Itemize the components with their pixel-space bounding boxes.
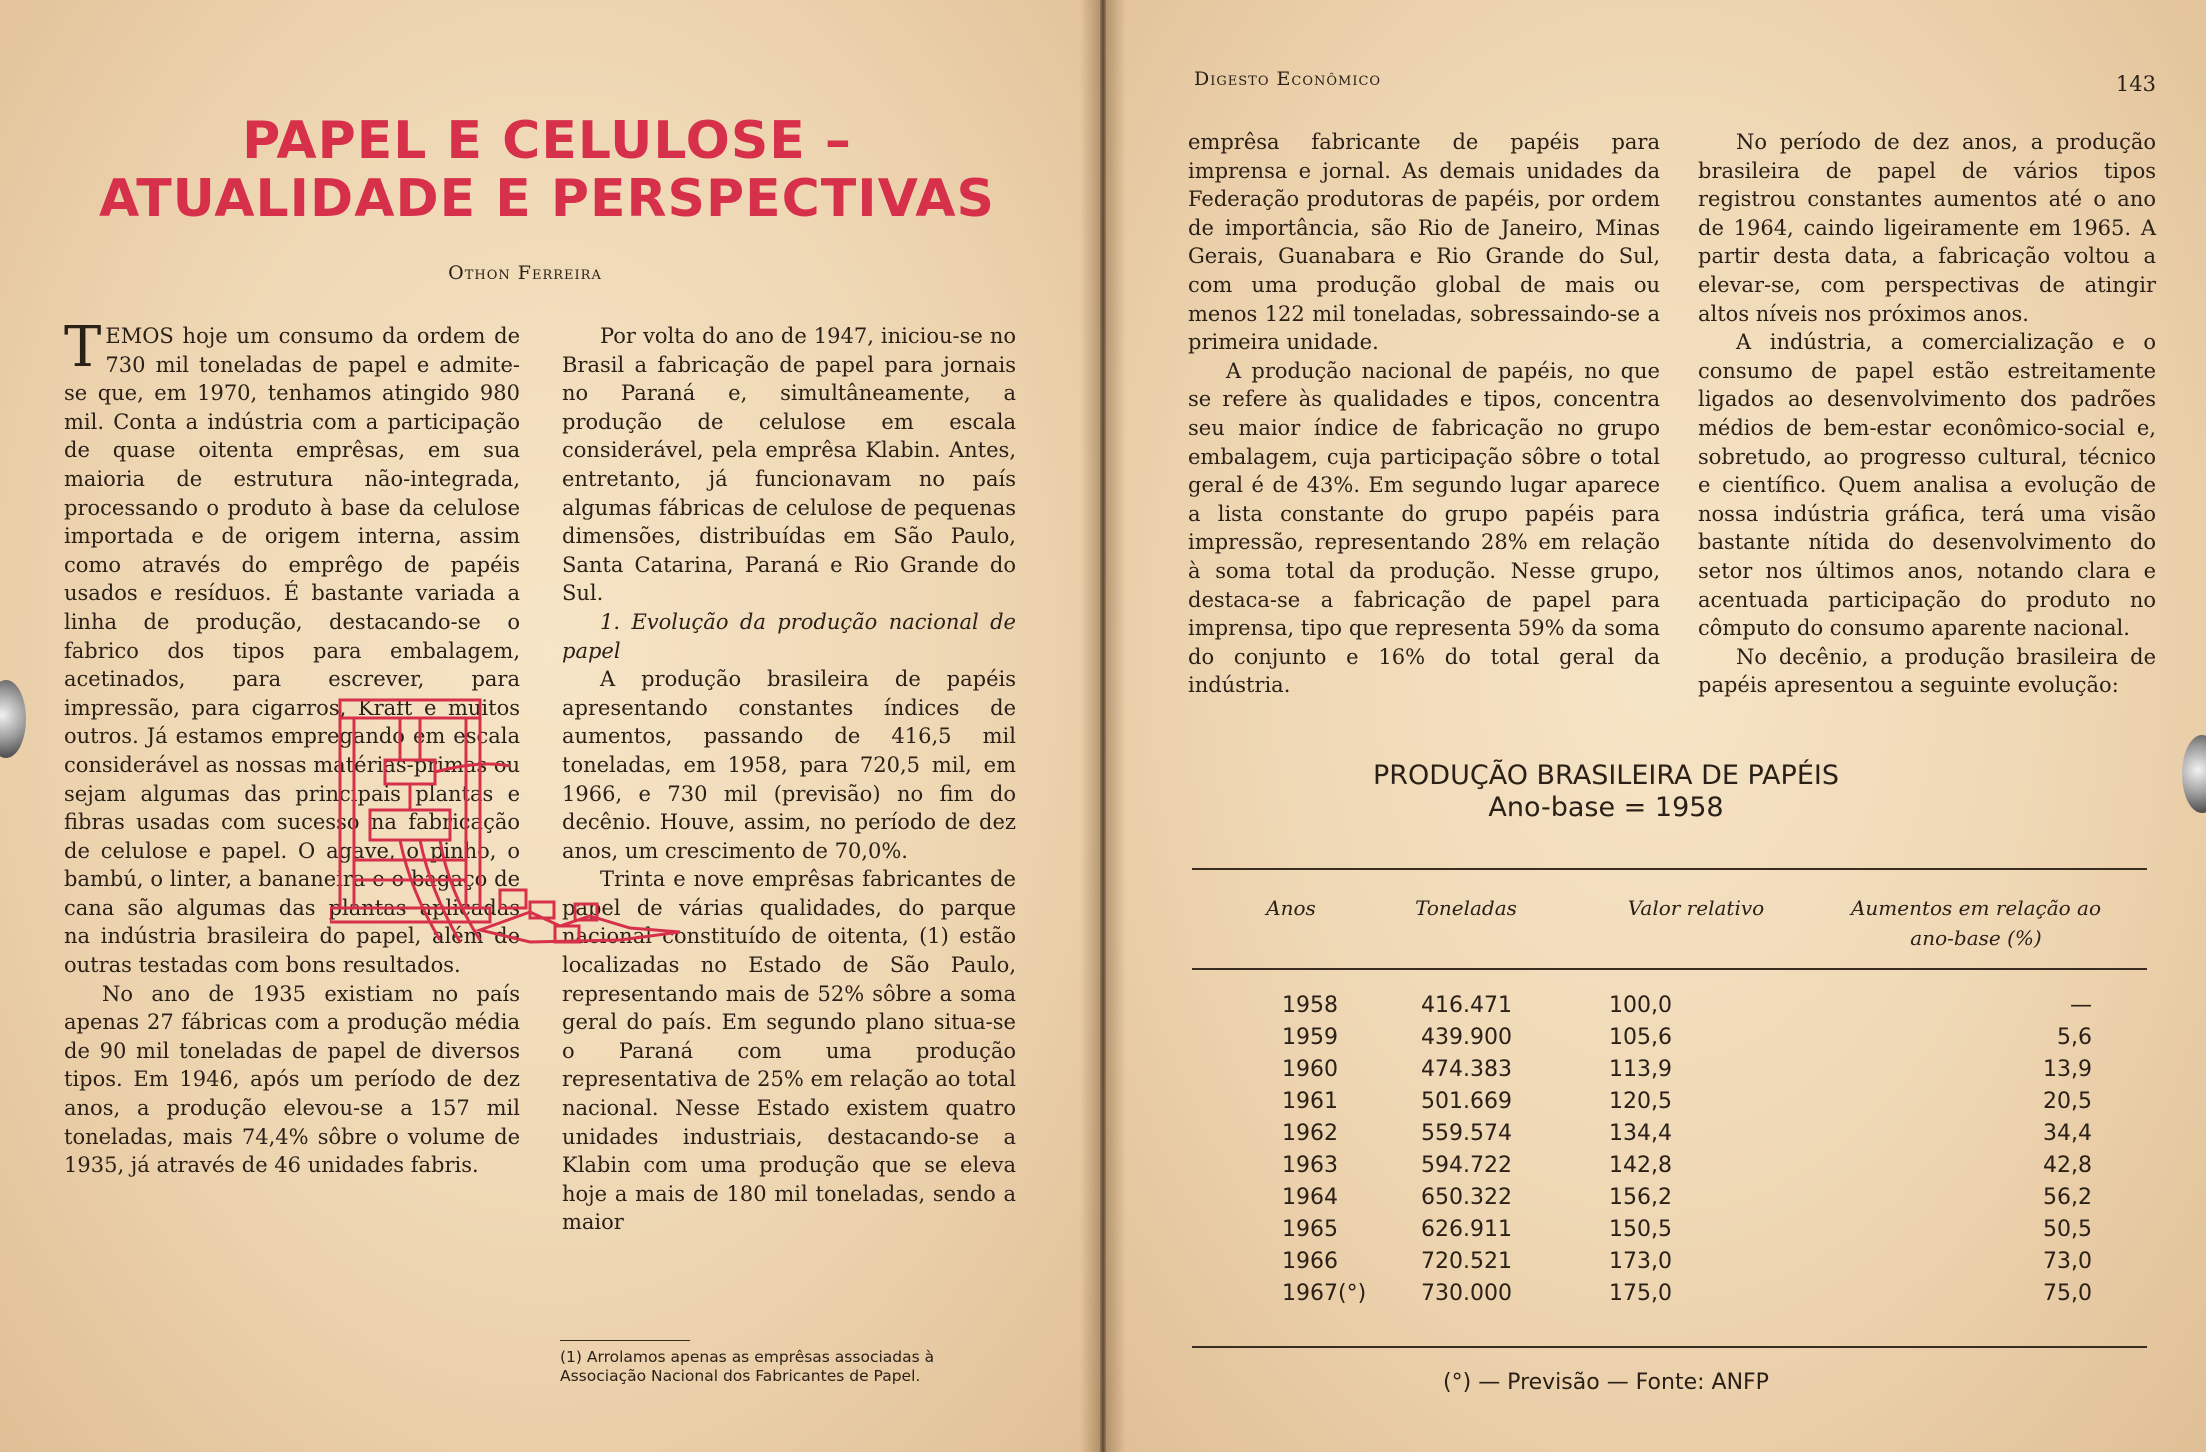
paragraph: Trinta e nove emprêsas fabricantes de papel de várias qualidades, do parque nacional constituído de oitenta, (1) estão localizadas no Estado de São Paulo, representando mais de 52% sôbre a soma geral do país. Em segundo plano situa-se o Paraná com uma produção representativa de 25% em relação ao total nacional. Nesse Estado existem quatro unidades industriais, destacando-se a Klabin com uma produção que se eleva hoje a mais de 180 mil toneladas, sendo a maior [562, 867, 1016, 1235]
cell-year: 1965 [1282, 1217, 1338, 1242]
cell-increase: 20,5 [2043, 1089, 2092, 1114]
cell-year: 1960 [1282, 1057, 1338, 1082]
article-title: PAPEL E CELULOSE – ATUALIDADE E PERSPECTIVAS [99, 111, 995, 229]
table-body [1192, 993, 2147, 1313]
table-header-rule [1192, 968, 2147, 970]
paragraph: emprêsa fabricante de papéis para imprensa e jornal. As demais unidades da Federação produtoras de papéis, por ordem de importância, são Rio de Janeiro, Minas Gerais, Guanabara e Rio Grande do Sul, com uma produção global de mais ou menos 122 mil toneladas, sobressaindo-se a primeira unidade. [1188, 130, 1660, 355]
table-row [1192, 1281, 2147, 1313]
drop-cap: T [64, 315, 102, 380]
table-row [1192, 1249, 2147, 1281]
cell-tons: 439.900 [1421, 1025, 1512, 1050]
table-bottom-rule [1192, 1346, 2147, 1348]
paragraph: No período de dez anos, a produção brasileira de papel de vários tipos registrou constantes aumentos até o ano de 1964, caindo ligeiramente em 1965. A partir desta data, a fabricação voltou a elevar-se, com perspectivas de atingir altos níveis nos próximos anos. [1698, 130, 2156, 326]
page-number: 143 [2115, 72, 2156, 96]
cell-tons: 720.521 [1421, 1249, 1512, 1274]
table-top-rule [1192, 868, 2147, 870]
paragraph: A produção brasileira de papéis apresentando constantes índices de aumentos, passando de 416,5 mil toneladas, em 1958, para 720,5 mil, em 1966, e 730 mil (previsão) no fim do decênio. Houve, assim, no período de dez anos, um crescimento de 70,0%. [562, 667, 1016, 863]
table-header-increase: Aumentos em relação ao ano-base (%) [1850, 896, 2102, 950]
left-page [0, 0, 1100, 1452]
cell-tons: 730.000 [1421, 1281, 1512, 1306]
table-title [1256, 760, 1956, 824]
cell-tons: 650.322 [1421, 1185, 1512, 1210]
cell-increase: 34,4 [2043, 1121, 2092, 1146]
footnote-rule [560, 1340, 690, 1341]
cell-relative: 173,0 [1609, 1249, 1672, 1274]
cell-year: 1959 [1282, 1025, 1338, 1050]
table-row [1192, 1089, 2147, 1121]
table-row [1192, 993, 2147, 1025]
table-row [1192, 1217, 2147, 1249]
table-title-main: PRODUÇÃO BRASILEIRA DE PAPÉIS [1373, 760, 1839, 791]
cell-year: 1962 [1282, 1121, 1338, 1146]
paragraph: No decênio, a produção brasileira de papéis apresentou a seguinte evolução: [1698, 644, 2156, 698]
table-row [1192, 1153, 2147, 1185]
cell-year: 1958 [1282, 993, 1338, 1018]
paragraph: A produção nacional de papéis, no que se refere às qualidades e tipos, concentra seu maior índice de fabricação no grupo embalagem, cuja participação sôbre o total geral é de 43%. Em segundo lugar aparece a lista constante do grupo papéis para impressão, representando 28% em relação à soma total da produção. Nesse grupo, destaca-se a fabricação de papel para imprensa, tipo que representa 59% da soma do conjunto e 16% do total geral da indústria. [1188, 358, 1660, 698]
cell-increase: 73,0 [2043, 1249, 2092, 1274]
cell-tons: 416.471 [1421, 993, 1512, 1018]
cell-tons: 626.911 [1421, 1217, 1512, 1242]
cell-relative: 105,6 [1609, 1025, 1672, 1050]
table-row [1192, 1121, 2147, 1153]
paragraph: Por volta do ano de 1947, iniciou-se no Brasil a fabricação de papel para jornais no Paraná e, simultâneamente, a produção de celulose em escala considerável, pela emprêsa Klabin. Antes, entretanto, já funcionavam no país algumas fábricas de celulose de pequenas dimensões, distribuídas em São Paulo, Santa Catarina, Paraná e Rio Grande do Sul. [562, 324, 1016, 606]
cell-year: 1964 [1282, 1185, 1338, 1210]
paper-press-illustration [330, 690, 700, 960]
cell-increase: 75,0 [2043, 1281, 2092, 1306]
book-spine [1080, 0, 1126, 1452]
cell-increase: 5,6 [2057, 1025, 2092, 1050]
paragraph: A indústria, a comercialização e o consumo de papel estão estreitamente ligados ao desenvolvimento dos padrões médios de bem-estar econômico-social e, sobretudo, ao progresso cultural, técnico e científico. Quem analisa a evolução de nossa indústria gráfica, terá uma visão bastante nítida do desenvolvimento do setor nos últimos anos, notando clara e acentuada participação do produto no cômputo do consumo aparente nacional. [1698, 330, 2156, 641]
right-column-1 [1188, 128, 1660, 700]
paragraph: No ano de 1935 existiam no país apenas 27 fábricas com a produção média de 90 mil toneladas de papel de diversos tipos. Em 1946, após um período de dez anos, a produção elevou-se a 157 mil toneladas, mais 74,4% sôbre o volume de 1935, já através de 46 unidades fabris. [64, 981, 520, 1178]
cell-year: 1966 [1282, 1249, 1338, 1274]
footnote: (1) Arrolamos apenas as emprêsas associadas à Associação Nacional dos Fabricantes de Papel. [560, 1348, 935, 1385]
cell-increase: 50,5 [2043, 1217, 2092, 1242]
table-row [1192, 1185, 2147, 1217]
right-column-2 [1698, 128, 2156, 700]
right-page [1106, 0, 2206, 1452]
cell-relative: 142,8 [1609, 1153, 1672, 1178]
cell-relative: 150,5 [1609, 1217, 1672, 1242]
table-header-tons: Toneladas [1415, 896, 1517, 920]
table-header-relative: Valor relativo [1627, 896, 1765, 920]
cell-increase: 42,8 [2043, 1153, 2092, 1178]
cell-year: 1961 [1282, 1089, 1338, 1114]
cell-tons: 594.722 [1421, 1153, 1512, 1178]
binder-hole [0, 680, 26, 758]
table-header-years: Anos [1266, 896, 1316, 920]
cell-relative: 113,9 [1609, 1057, 1672, 1082]
article-author: Othon Ferreira [448, 262, 602, 284]
cell-year: 1963 [1282, 1153, 1338, 1178]
table-row [1192, 1057, 2147, 1089]
cell-relative: 120,5 [1609, 1089, 1672, 1114]
table-source: (°) — Previsão — Fonte: ANFP [1443, 1370, 1769, 1395]
cell-tons: 559.574 [1421, 1121, 1512, 1146]
cell-relative: 100,0 [1609, 993, 1672, 1018]
cell-increase: 56,2 [2043, 1185, 2092, 1210]
cell-year: 1967(°) [1282, 1281, 1367, 1306]
cell-tons: 501.669 [1421, 1089, 1512, 1114]
running-head: Digesto Econômico [1194, 68, 1382, 90]
cell-relative: 175,0 [1609, 1281, 1672, 1306]
section-subheading: 1. Evolução da produção nacional de papel [562, 609, 1016, 663]
paragraph-text: EMOS hoje um consumo da ordem de 730 mil toneladas de papel e admite-se que, em 1970, tenhamos atingido 980 mil. Conta a indústria com a participação de quase oitenta emprêsas, em sua maioria de estrutura não-integrada, processando o produto à base da celulose importada e de origem interna, assim como através do emprêgo de papéis usados e resíduos. É bastante variada a linha de produção, destacando-se o fabrico dos tipos para embalagem, acetinados, para escrever, para impressão, para cigarros, Kraft e muitos outros. Já estamos empregando em escala considerável as nossas matérias-primas ou sejam algumas das principais plantas e fibras usadas com sucesso na fabricação de celulose e papel. O agave, o pinho, o bambú, o linter, a bananeira e o bagaço de cana são algumas das plantas aplicadas na indústria brasileira do papel, além de outras testadas com bons resultados. [64, 324, 520, 978]
table-subtitle: Ano-base = 1958 [1488, 792, 1724, 823]
cell-tons: 474.383 [1421, 1057, 1512, 1082]
cell-increase: — [2070, 993, 2092, 1018]
cell-increase: 13,9 [2043, 1057, 2092, 1082]
cell-relative: 156,2 [1609, 1185, 1672, 1210]
table-row [1192, 1025, 2147, 1057]
cell-relative: 134,4 [1609, 1121, 1672, 1146]
binder-hole [2182, 735, 2206, 813]
